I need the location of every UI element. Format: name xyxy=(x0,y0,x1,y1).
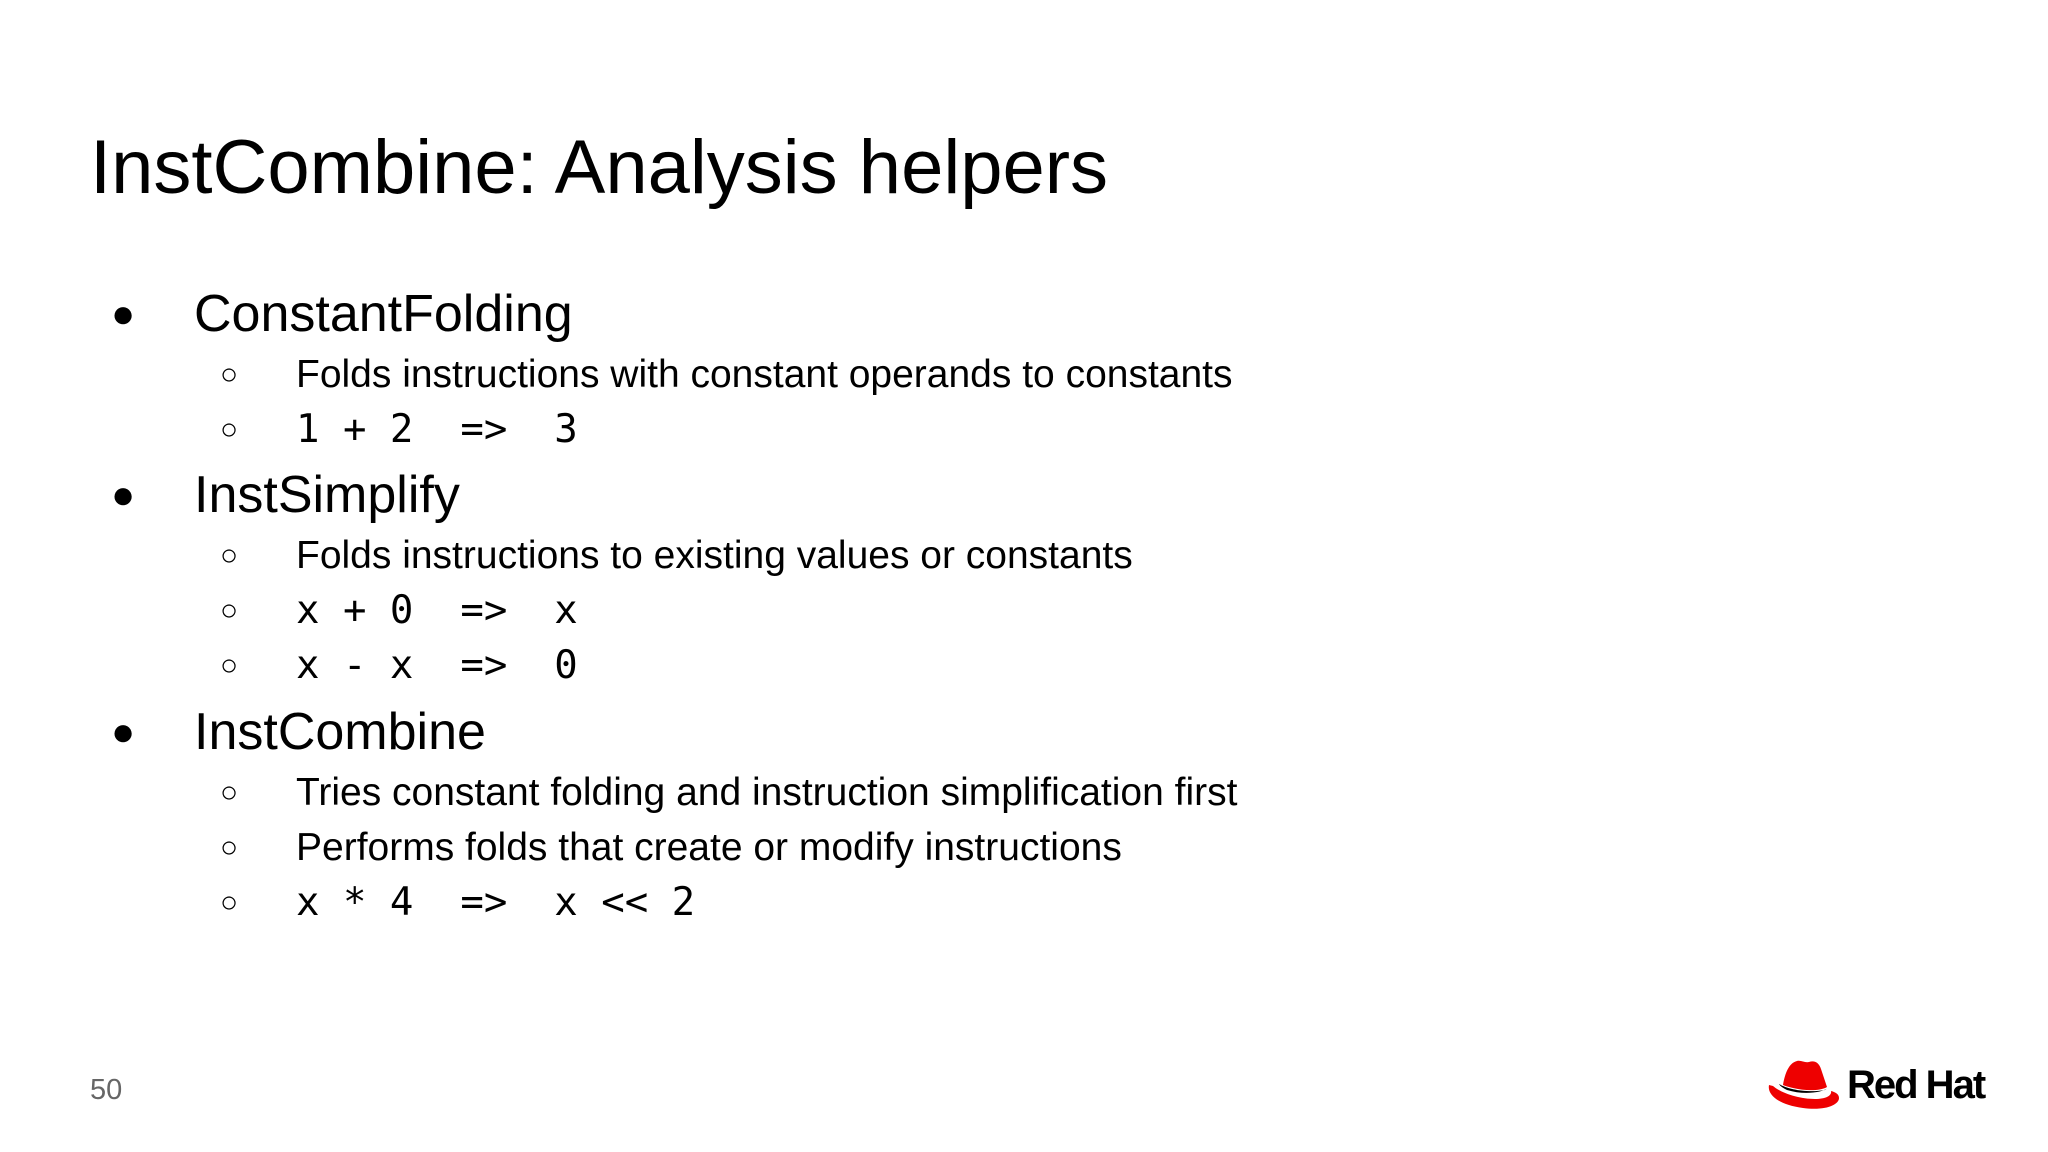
subitem-text: Folds instructions to existing values or constants xyxy=(296,534,1133,577)
filled-bullet-icon: ● xyxy=(111,710,136,754)
filled-bullet-icon: ● xyxy=(111,292,136,336)
hollow-bullet-icon: ○ xyxy=(220,413,239,446)
red-hat-logo xyxy=(1765,1055,2005,1115)
bullet-heading: InstCombine xyxy=(194,703,486,761)
hollow-bullet-icon: ○ xyxy=(220,831,239,864)
subitem-text: Tries constant folding and instruction simplification first xyxy=(296,771,1238,814)
hollow-bullet-icon: ○ xyxy=(220,539,239,572)
bullet-heading: InstSimplify xyxy=(194,466,460,524)
subitem-text: Folds instructions with constant operands to constants xyxy=(296,353,1233,396)
hollow-bullet-icon: ○ xyxy=(220,594,239,627)
hollow-bullet-icon: ○ xyxy=(220,358,239,391)
code-example: x * 4 => x << 2 xyxy=(296,880,696,925)
hollow-bullet-icon: ○ xyxy=(220,776,239,809)
red-hat-fedora-icon xyxy=(1765,1055,1845,1115)
subitem-text: Performs folds that create or modify instructions xyxy=(296,826,1122,869)
bullet-heading: ConstantFolding xyxy=(194,285,573,343)
hollow-bullet-icon: ○ xyxy=(220,649,239,682)
filled-bullet-icon: ● xyxy=(111,473,136,517)
code-example: x + 0 => x xyxy=(296,588,578,633)
brand-name: Red Hat xyxy=(1847,1063,1985,1107)
page-number: 50 xyxy=(90,1074,123,1106)
slide-title: InstCombine: Analysis helpers xyxy=(90,125,1109,210)
code-example: x - x => 0 xyxy=(296,643,578,688)
hollow-bullet-icon: ○ xyxy=(220,886,239,919)
code-example: 1 + 2 => 3 xyxy=(296,407,578,452)
